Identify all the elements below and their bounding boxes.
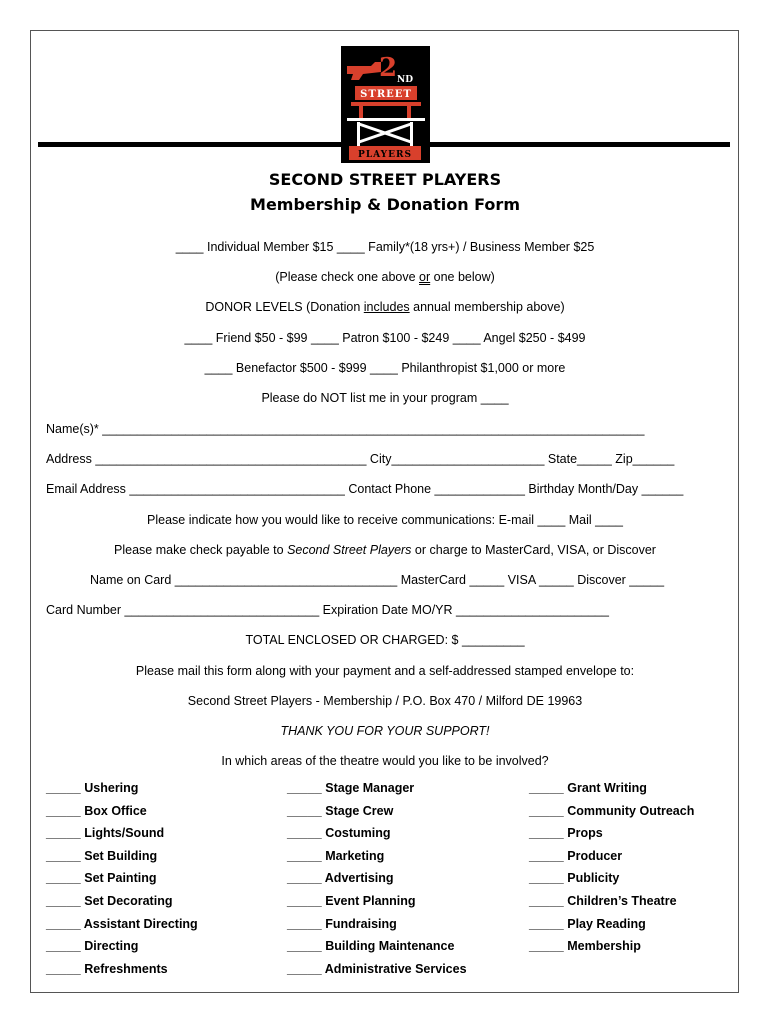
logo-nd: ND xyxy=(397,75,414,85)
areas-column-1 xyxy=(46,780,198,983)
area-item[interactable]: _____ Marketing xyxy=(287,848,385,863)
membership-options[interactable]: ____ Individual Member $15 ____ Family*(18 yrs+) / Business Member $25 xyxy=(175,240,595,254)
logo-players: PLAYERS xyxy=(358,150,412,160)
mailing-address: Second Street Players - Membership / P.O. Box 470 / Milford DE 19963 xyxy=(187,694,583,708)
donor-levels-heading: DONOR LEVELS (Donation includes annual membership above) xyxy=(205,300,565,314)
area-item[interactable]: _____ Lights/Sound xyxy=(46,826,165,841)
area-item[interactable]: _____ Administrative Services xyxy=(287,961,467,976)
communication-preference[interactable]: Please indicate how you would like to receive communications: E-mail ____ Mail ____ xyxy=(147,513,623,527)
area-item[interactable]: _____ Stage Crew xyxy=(287,803,394,818)
area-item[interactable]: _____ Set Building xyxy=(46,848,158,863)
donor-levels-row-2[interactable]: ____ Benefactor $500 - $999 ____ Philanthropist $1,000 or more xyxy=(204,361,566,375)
areas-column-2 xyxy=(287,780,467,983)
mail-instruction: Please mail this form along with your payment and a self-addressed stamped envelope to: xyxy=(135,664,635,678)
area-item[interactable]: _____ Event Planning xyxy=(287,893,416,908)
area-item[interactable]: _____ Grant Writing xyxy=(529,781,647,795)
logo-2: 2 xyxy=(379,53,398,83)
area-item[interactable]: _____ Children’s Theatre xyxy=(529,893,677,908)
email-field[interactable]: Email Address _______________________________ Contact Phone _____________ Birthday Month/Day ______ xyxy=(46,482,684,496)
donor-levels-row-1[interactable]: ____ Friend $50 - $99 ____ Patron $100 - $249 ____ Angel $250 - $499 xyxy=(184,331,586,345)
area-item[interactable]: _____ Advertising xyxy=(287,871,394,886)
area-item[interactable]: _____ Assistant Directing xyxy=(46,916,198,931)
program-optout[interactable]: Please do NOT list me in your program ____ xyxy=(261,391,509,405)
area-item[interactable]: _____ Building Maintenance xyxy=(287,939,455,954)
thank-you: THANK YOU FOR YOUR SUPPORT! xyxy=(280,724,490,738)
card-number-field[interactable]: Card Number ____________________________ Expiration Date MO/YR ______________________ xyxy=(46,603,609,617)
area-item[interactable]: _____ Stage Manager xyxy=(287,781,415,795)
area-item[interactable]: _____ Play Reading xyxy=(529,916,646,931)
area-item[interactable]: _____ Community Outreach xyxy=(529,803,695,818)
area-item[interactable]: _____ Box Office xyxy=(46,803,147,818)
area-item[interactable]: _____ Producer xyxy=(529,848,623,863)
page-subtitle: Membership & Donation Form xyxy=(250,195,520,214)
area-item[interactable]: _____ Fundraising xyxy=(287,916,397,931)
area-item[interactable]: _____ Set Painting xyxy=(46,871,157,886)
area-item[interactable]: _____ Directing xyxy=(46,939,139,954)
area-item[interactable]: _____ Refreshments xyxy=(46,961,168,976)
card-name-field[interactable]: Name on Card ________________________________ MasterCard _____ VISA _____ Discover _____ xyxy=(90,573,665,587)
areas-column-3 xyxy=(529,780,694,961)
address-field[interactable]: Address _______________________________________ City______________________ State_____ Zip______ xyxy=(46,452,675,466)
name-field[interactable]: Name(s)* ______________________________________________________________________________ xyxy=(46,422,645,436)
area-item[interactable]: _____ Ushering xyxy=(46,781,139,795)
area-item[interactable]: _____ Costuming xyxy=(287,826,391,841)
involvement-question: In which areas of the theatre would you like to be involved? xyxy=(221,754,549,768)
check-instruction: (Please check one above or one below) xyxy=(275,270,495,284)
payment-instruction: Please make check payable to Second Street Players or charge to MasterCard, VISA, or Discover xyxy=(114,543,656,557)
area-item[interactable]: _____ Set Decorating xyxy=(46,893,173,908)
area-item[interactable]: _____ Membership xyxy=(529,939,641,954)
total-field[interactable]: TOTAL ENCLOSED OR CHARGED: $ _________ xyxy=(245,633,525,647)
theatre-logo xyxy=(341,46,430,163)
logo-street: STREET xyxy=(360,89,412,100)
area-item[interactable]: _____ Props xyxy=(529,826,603,841)
area-item[interactable]: _____ Publicity xyxy=(529,871,620,886)
page-title: SECOND STREET PLAYERS xyxy=(268,170,502,189)
